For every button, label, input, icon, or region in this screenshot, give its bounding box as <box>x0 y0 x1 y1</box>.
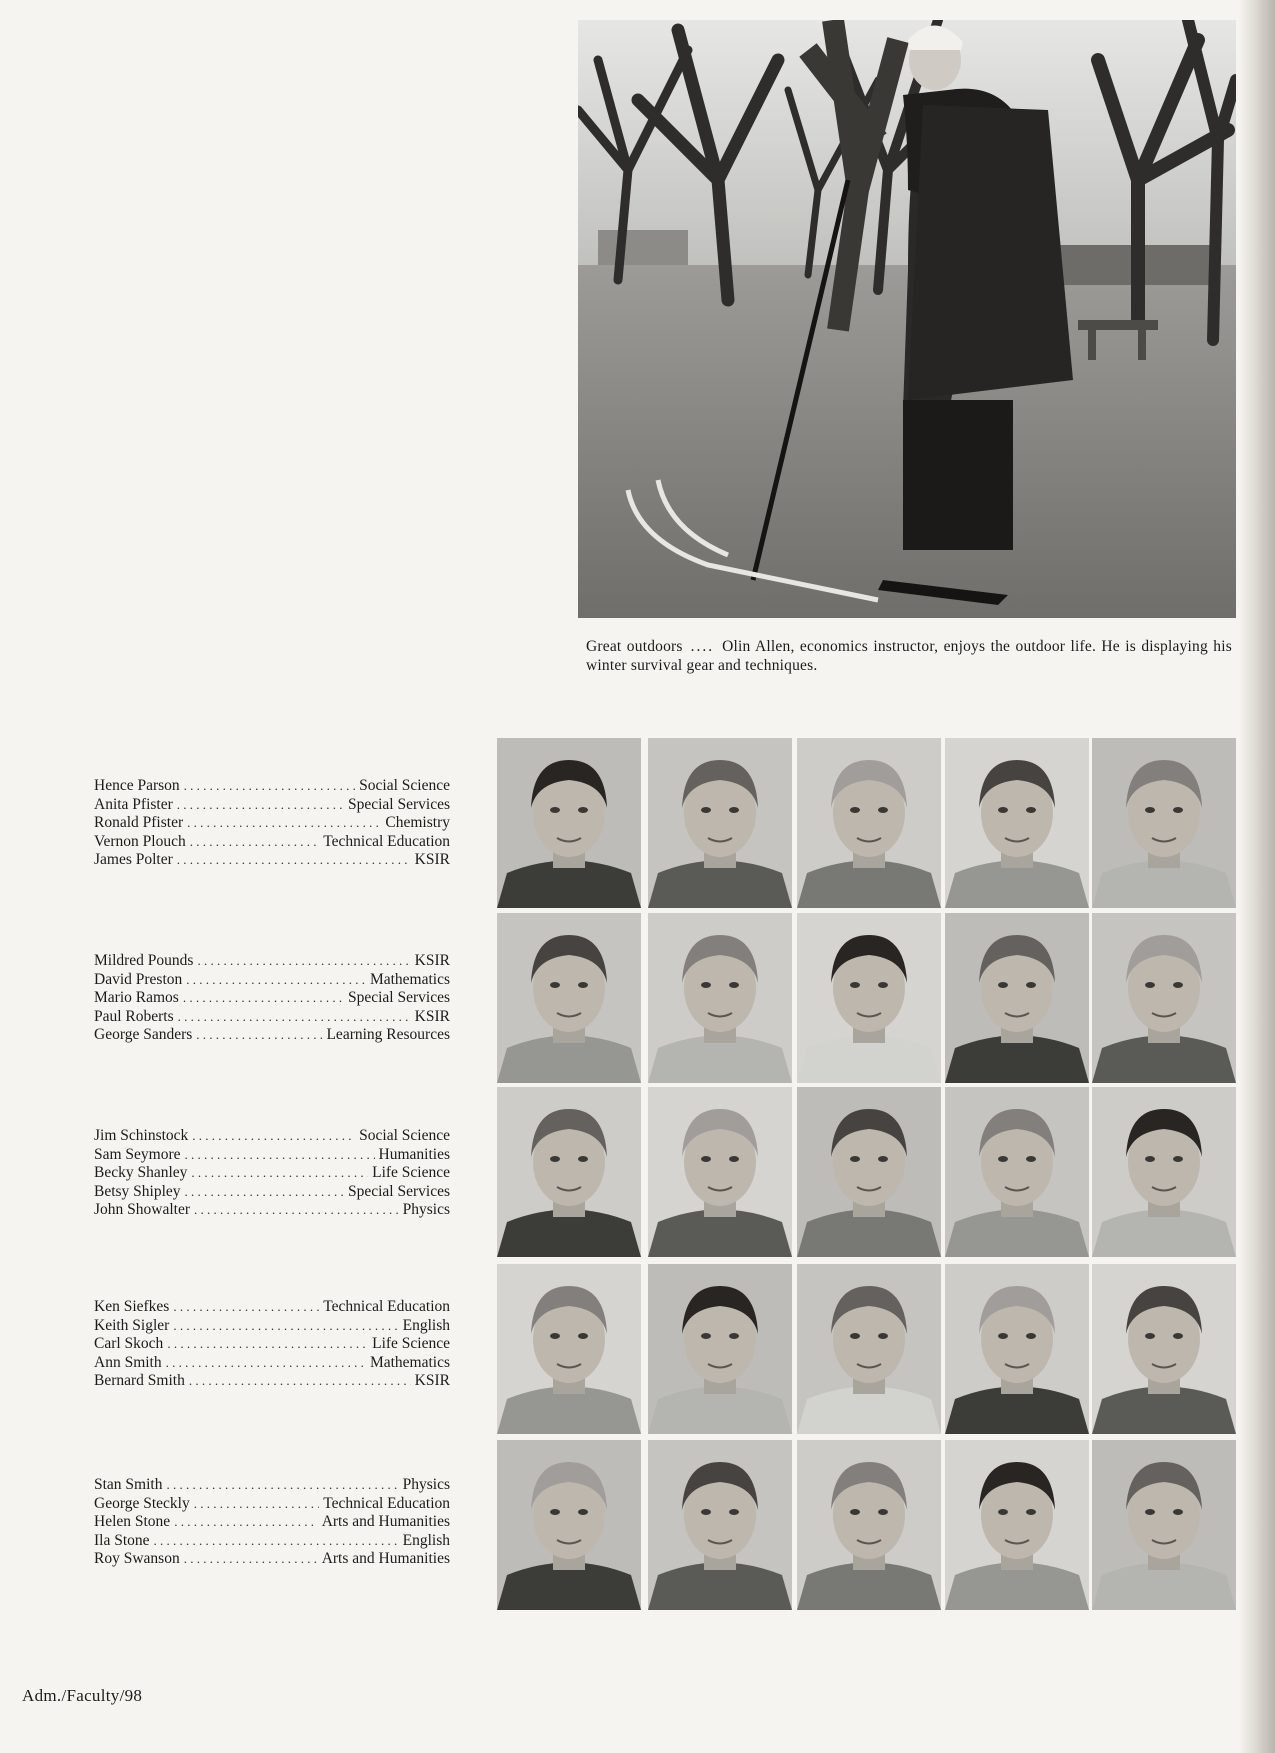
faculty-name: Paul Roberts <box>94 1007 174 1025</box>
faculty-entry <box>94 1476 450 1495</box>
faculty-department: Learning Resources <box>326 1026 450 1044</box>
faculty-department: Mathematics <box>369 970 450 988</box>
faculty-name: Anita Pfister <box>94 795 173 813</box>
faculty-entry <box>94 1372 450 1391</box>
faculty-row-3-names <box>94 1127 450 1220</box>
faculty-department: English <box>402 1316 450 1334</box>
dot-leader <box>173 1298 319 1317</box>
page-folio: Adm./Faculty/98 <box>22 1686 143 1705</box>
faculty-portrait <box>945 738 1089 908</box>
faculty-department: KSIR <box>414 1372 450 1390</box>
faculty-row-2-names <box>94 952 450 1045</box>
hero-photo-winter-survival <box>578 20 1236 618</box>
faculty-entry <box>94 1335 450 1354</box>
faculty-portrait <box>945 1264 1089 1434</box>
faculty-department: KSIR <box>414 851 450 869</box>
faculty-name: David Preston <box>94 970 183 988</box>
faculty-name: John Showalter <box>94 1201 191 1219</box>
dot-leader <box>186 971 366 990</box>
faculty-entry <box>94 1298 450 1317</box>
dot-leader <box>187 814 381 833</box>
faculty-entry <box>94 814 450 833</box>
faculty-department: Special Services <box>347 795 450 813</box>
faculty-portrait <box>648 1440 792 1610</box>
dot-leader <box>177 851 411 870</box>
faculty-name: Hence Parson <box>94 777 180 794</box>
faculty-department: Physics <box>402 1476 450 1493</box>
faculty-entry <box>94 851 450 870</box>
faculty-portrait <box>1092 1440 1236 1610</box>
faculty-name: Betsy Shipley <box>94 1182 181 1200</box>
dot-leader <box>192 1127 355 1146</box>
faculty-entry <box>94 1164 450 1183</box>
faculty-department: Physics <box>402 1201 450 1219</box>
dot-leader <box>194 1495 320 1514</box>
faculty-entry <box>94 989 450 1008</box>
faculty-entry <box>94 833 450 852</box>
faculty-department: English <box>402 1531 450 1549</box>
faculty-entry <box>94 1201 450 1220</box>
dot-leader <box>190 833 320 852</box>
faculty-portrait <box>1092 738 1236 908</box>
faculty-name: Vernon Plouch <box>94 832 186 850</box>
dot-leader <box>174 1513 318 1532</box>
faculty-portrait <box>797 913 941 1083</box>
faculty-entry <box>94 1495 450 1514</box>
faculty-portrait <box>1092 1264 1236 1434</box>
faculty-name: Ann Smith <box>94 1353 162 1371</box>
faculty-department: Mathematics <box>369 1353 450 1371</box>
faculty-department: Special Services <box>347 989 450 1007</box>
faculty-name: George Steckly <box>94 1494 190 1512</box>
faculty-department: Life Science <box>372 1335 450 1353</box>
faculty-department: KSIR <box>414 1007 450 1025</box>
dot-leader <box>185 1146 375 1165</box>
faculty-department: Technical Education <box>323 1298 450 1315</box>
dot-leader <box>178 1008 411 1027</box>
faculty-entry <box>94 796 450 815</box>
faculty-entry <box>94 1026 450 1045</box>
faculty-name: Helen Stone <box>94 1513 171 1531</box>
faculty-name: Becky Shanley <box>94 1164 188 1182</box>
faculty-department: Life Science <box>372 1164 450 1182</box>
faculty-portrait <box>648 1264 792 1434</box>
faculty-entry <box>94 952 450 971</box>
dot-leader <box>196 1026 322 1045</box>
faculty-portrait <box>648 913 792 1083</box>
faculty-department: Humanities <box>378 1145 450 1163</box>
faculty-portrait <box>648 1087 792 1257</box>
faculty-name: George Sanders <box>94 1026 193 1044</box>
faculty-row-1-names <box>94 777 450 870</box>
faculty-department: Technical Education <box>323 1494 450 1512</box>
faculty-portrait <box>1092 1087 1236 1257</box>
dot-leader <box>194 1201 399 1220</box>
faculty-portrait <box>797 738 941 908</box>
dot-leader <box>184 1550 318 1569</box>
faculty-entry <box>94 1146 450 1165</box>
faculty-portrait <box>797 1264 941 1434</box>
faculty-row-4-names <box>94 1298 450 1391</box>
faculty-entry <box>94 1550 450 1569</box>
faculty-entry <box>94 1317 450 1336</box>
faculty-name: Ken Siefkes <box>94 1298 170 1315</box>
faculty-department: KSIR <box>414 952 450 969</box>
faculty-portrait <box>497 738 641 908</box>
faculty-name: Bernard Smith <box>94 1372 185 1390</box>
faculty-name: Stan Smith <box>94 1476 163 1493</box>
dot-leader <box>166 1476 398 1495</box>
dot-leader <box>185 1183 344 1202</box>
caption-text: Olin Allen, economics instructor, enjoys the outdoor life. He is displaying his winter survival gear and techniques. <box>586 638 1232 674</box>
faculty-name: Keith Sigler <box>94 1316 170 1334</box>
faculty-name: James Polter <box>94 851 173 869</box>
faculty-entry <box>94 1354 450 1373</box>
dot-leader <box>167 1335 368 1354</box>
faculty-department: Special Services <box>347 1182 450 1200</box>
faculty-entry <box>94 1127 450 1146</box>
faculty-portrait <box>497 1440 641 1610</box>
page-binding-shadow <box>1239 0 1275 1753</box>
faculty-row-5-names <box>94 1476 450 1569</box>
dot-leader <box>177 796 344 815</box>
faculty-name: Ronald Pfister <box>94 814 184 832</box>
faculty-portrait <box>497 1087 641 1257</box>
faculty-entry <box>94 1513 450 1532</box>
faculty-department: Arts and Humanities <box>321 1513 450 1531</box>
faculty-portrait <box>945 1087 1089 1257</box>
dot-leader <box>191 1164 368 1183</box>
faculty-department: Technical Education <box>323 832 450 850</box>
faculty-department: Social Science <box>359 1127 450 1144</box>
faculty-department: Arts and Humanities <box>321 1550 450 1568</box>
faculty-entry <box>94 971 450 990</box>
photo-caption <box>586 637 1232 675</box>
faculty-name: Carl Skoch <box>94 1335 164 1353</box>
faculty-entry <box>94 1532 450 1551</box>
caption-dots: .... <box>690 638 715 655</box>
faculty-portrait <box>497 913 641 1083</box>
faculty-portrait <box>797 1440 941 1610</box>
faculty-name: Ila Stone <box>94 1531 150 1549</box>
faculty-portrait <box>648 738 792 908</box>
faculty-portrait <box>945 1440 1089 1610</box>
faculty-entry <box>94 1183 450 1202</box>
dot-leader <box>183 989 344 1008</box>
dot-leader <box>189 1372 411 1391</box>
dot-leader <box>197 952 410 971</box>
faculty-portrait <box>797 1087 941 1257</box>
faculty-name: Sam Seymore <box>94 1145 181 1163</box>
dot-leader <box>173 1317 398 1336</box>
faculty-entry <box>94 1008 450 1027</box>
faculty-entry <box>94 777 450 796</box>
faculty-name: Jim Schinstock <box>94 1127 189 1144</box>
faculty-portrait <box>497 1264 641 1434</box>
faculty-department: Chemistry <box>385 814 450 832</box>
dot-leader <box>184 777 356 796</box>
faculty-portrait <box>945 913 1089 1083</box>
dot-leader <box>154 1532 399 1551</box>
faculty-name: Mildred Pounds <box>94 952 194 969</box>
dot-leader <box>166 1354 366 1373</box>
caption-lead: Great outdoors <box>586 638 683 655</box>
faculty-name: Roy Swanson <box>94 1550 180 1568</box>
faculty-department: Social Science <box>359 777 450 794</box>
faculty-name: Mario Ramos <box>94 989 179 1007</box>
faculty-portrait <box>1092 913 1236 1083</box>
